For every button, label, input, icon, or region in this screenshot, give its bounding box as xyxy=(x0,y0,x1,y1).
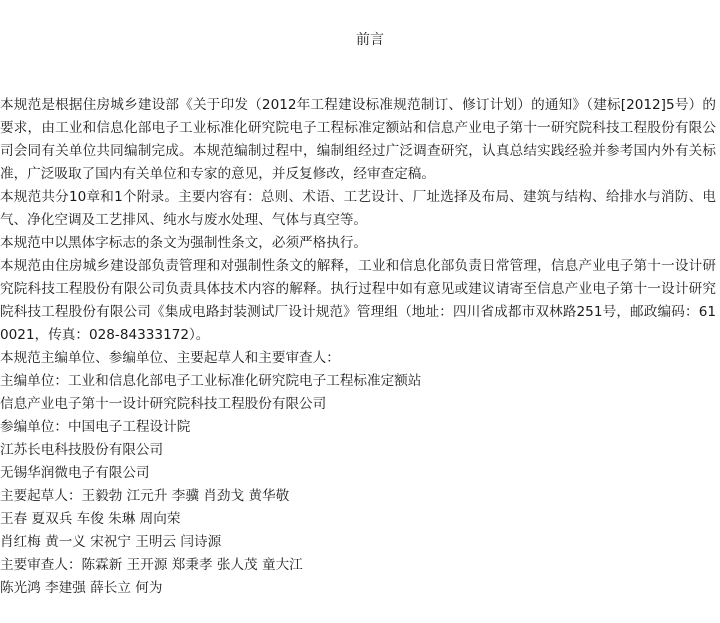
drafters-line-3: 肖红梅 黄一义 宋祝宁 王明云 闫诗源 xyxy=(0,534,222,550)
reviewers-line-1: 主要审查人：陈霖新 王开源 郑秉孝 张人茂 童大江 xyxy=(0,557,303,573)
participating-unit-2: 江苏长电科技股份有限公司 xyxy=(0,442,164,458)
chief-editor-unit: 主编单位：工业和信息化部电子工业标准化研究院电子工程标准定额站 xyxy=(0,373,422,389)
document-body xyxy=(0,94,716,600)
chief-editor-unit-2: 信息产业电子第十一设计研究院科技工程股份有限公司 xyxy=(0,396,327,412)
participating-unit-3: 无锡华润微电子有限公司 xyxy=(0,465,150,481)
drafters-line-1: 主要起草人：王毅勃 江元升 李骥 肖劲戈 黄华敬 xyxy=(0,488,290,504)
paragraph-contents: 本规范共分10章和1个附录。主要内容有：总则、术语、工艺设计、厂址选择及布局、建筑与结构、给排水与消防、电气、净化空调及工艺排风、纯水与废水处理、气体与真空等。 xyxy=(0,189,716,228)
contributors-intro: 本规范主编单位、参编单位、主要起草人和主要审查人： xyxy=(0,350,340,366)
document-title: 前言 xyxy=(356,32,384,48)
paragraph-management: 本规范由住房城乡建设部负责管理和对强制性条文的解释，工业和信息化部负责日常管理，信息产业电子第十一设计研究院科技工程股份有限公司负责具体技术内容的解释。执行过程中如有意见或建议请寄至信息产业电子第十一设计研究院科技工程股份有限公司《集成电路封装测试厂设计规范》管理组（地址：四川省成都市双林路251号，邮政编码：610021，传真：028-84333172）。 xyxy=(0,258,716,343)
paragraph-mandatory: 本规范中以黑体字标志的条文为强制性条文，必须严格执行。 xyxy=(0,235,368,251)
drafters-line-2: 王春 夏双兵 车俊 朱琳 周向荣 xyxy=(0,511,181,527)
reviewers-line-2: 陈光鸿 李建强 薛长立 何为 xyxy=(0,580,163,596)
paragraph-basis: 本规范是根据住房城乡建设部《关于印发（2012年工程建设标准规范制订、修订计划）的通知》（建标[2012]5号）的要求，由工业和信息化部电子工业标准化研究院电子工程标准定额站和信息产业电子第十一研究院科技工程股份有限公司会同有关单位共同编制完成。本规范编制过程中，编制组经过广泛调查研究，认真总结实践经验并参考国内外有关标准，广泛吸取了国内有关单位和专家的意见，并反复修改，经审查定稿。 xyxy=(0,97,716,182)
participating-unit: 参编单位：中国电子工程设计院 xyxy=(0,419,191,435)
